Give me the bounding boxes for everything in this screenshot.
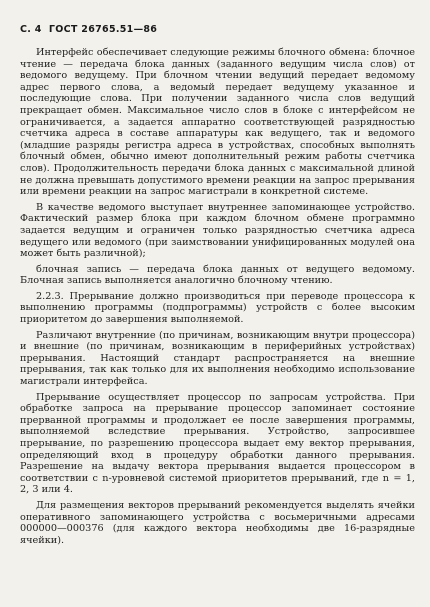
paragraph-interrupt-2-2-3: 2.2.3. Прерывание должно производиться при переводе процессора к выполнению программы (подпрограммы) устройств с более высоким приоритетом до завершения выполняемой. — [20, 290, 415, 326]
paragraph-interrupt-vectors: Для размещения векторов прерываний рекомендуется выделять ячейки оперативного запоминающего устройства с восьмеричными адресами 000000—000376 (для каждого вектора необходимы две 16-разрядные ячейки). — [20, 499, 415, 546]
document-body — [20, 47, 415, 550]
page-header — [20, 24, 157, 36]
paragraph-block-exchange-modes: Интерфейс обеспечивает следующие режимы блочного обмена: блочное чтение — передача блока данных (заданного ведущим числа слов) от ведомого ведущему. При блочном чтении ведущий передает ведомому адрес первого слова, а ведомый передает ведущему указанное и последующие слова. При получении заданного числа слов ведущий прекращает обмен. Максимальное число слов в блоке с интерфейсом не ограничивается, а задается аппаратно соответствующей разрядностью счетчика адреса в составе аппаратуры как ведущего, так и ведомого (младшие разряды регистра адреса в устройствах, способных выполнять блочный обмен, обычно имеют дополнительный режим работы счетчика слов). Продолжительность передачи блока данных с максимальной длиной не должна превышать допустимого времени реакции на запрос прерывания или времени реакции на запрос магистрали в конкретной системе. — [20, 47, 415, 198]
standard-designation: ГОСТ 26765.51—86 — [48, 24, 158, 35]
paragraph-internal-external-interrupts: Различают внутренние (по причинам, возникающим внутри процессора) и внешние (по причинам, возникающим в периферийных устройствах) прерывания. Настоящий стандарт распространяется на внешние прерывания, так как только для их выполнения необходимо использование магистрали интерфейса. — [20, 329, 415, 388]
paragraph-block-write: блочная запись — передача блока данных от ведущего ведомому. Блочная запись выполняется аналогично блочному чтению. — [20, 263, 415, 287]
paragraph-slave-memory: В качестве ведомого выступает внутреннее запоминающее устройство. Фактический размер блока при каждом блочном обмене программно задается ведущим и ограничен только разрядностью счетчика адреса ведущего или ведомого (при заимствовании унифицированных модулей она может быть различной); — [20, 201, 415, 260]
paragraph-interrupt-processing: Прерывание осуществляет процессор по запросам устройства. При обработке запроса на прерывание процессор запоминает состояние прерванной программы и продолжает ее после завершения программы, выполняемой вследствие прерывания. Устройство, запросившее прерывание, по разрешению процессора выдает ему вектор прерывания, определяющий вход в процедуру обработки данного прерывания. Разрешение на выдачу вектора прерывания выдается процессором в соответствии с n-уровневой системой приоритетов прерываний, где n = 1, 2, 3 или 4. — [20, 391, 415, 496]
page-number: С. 4 — [20, 24, 42, 35]
